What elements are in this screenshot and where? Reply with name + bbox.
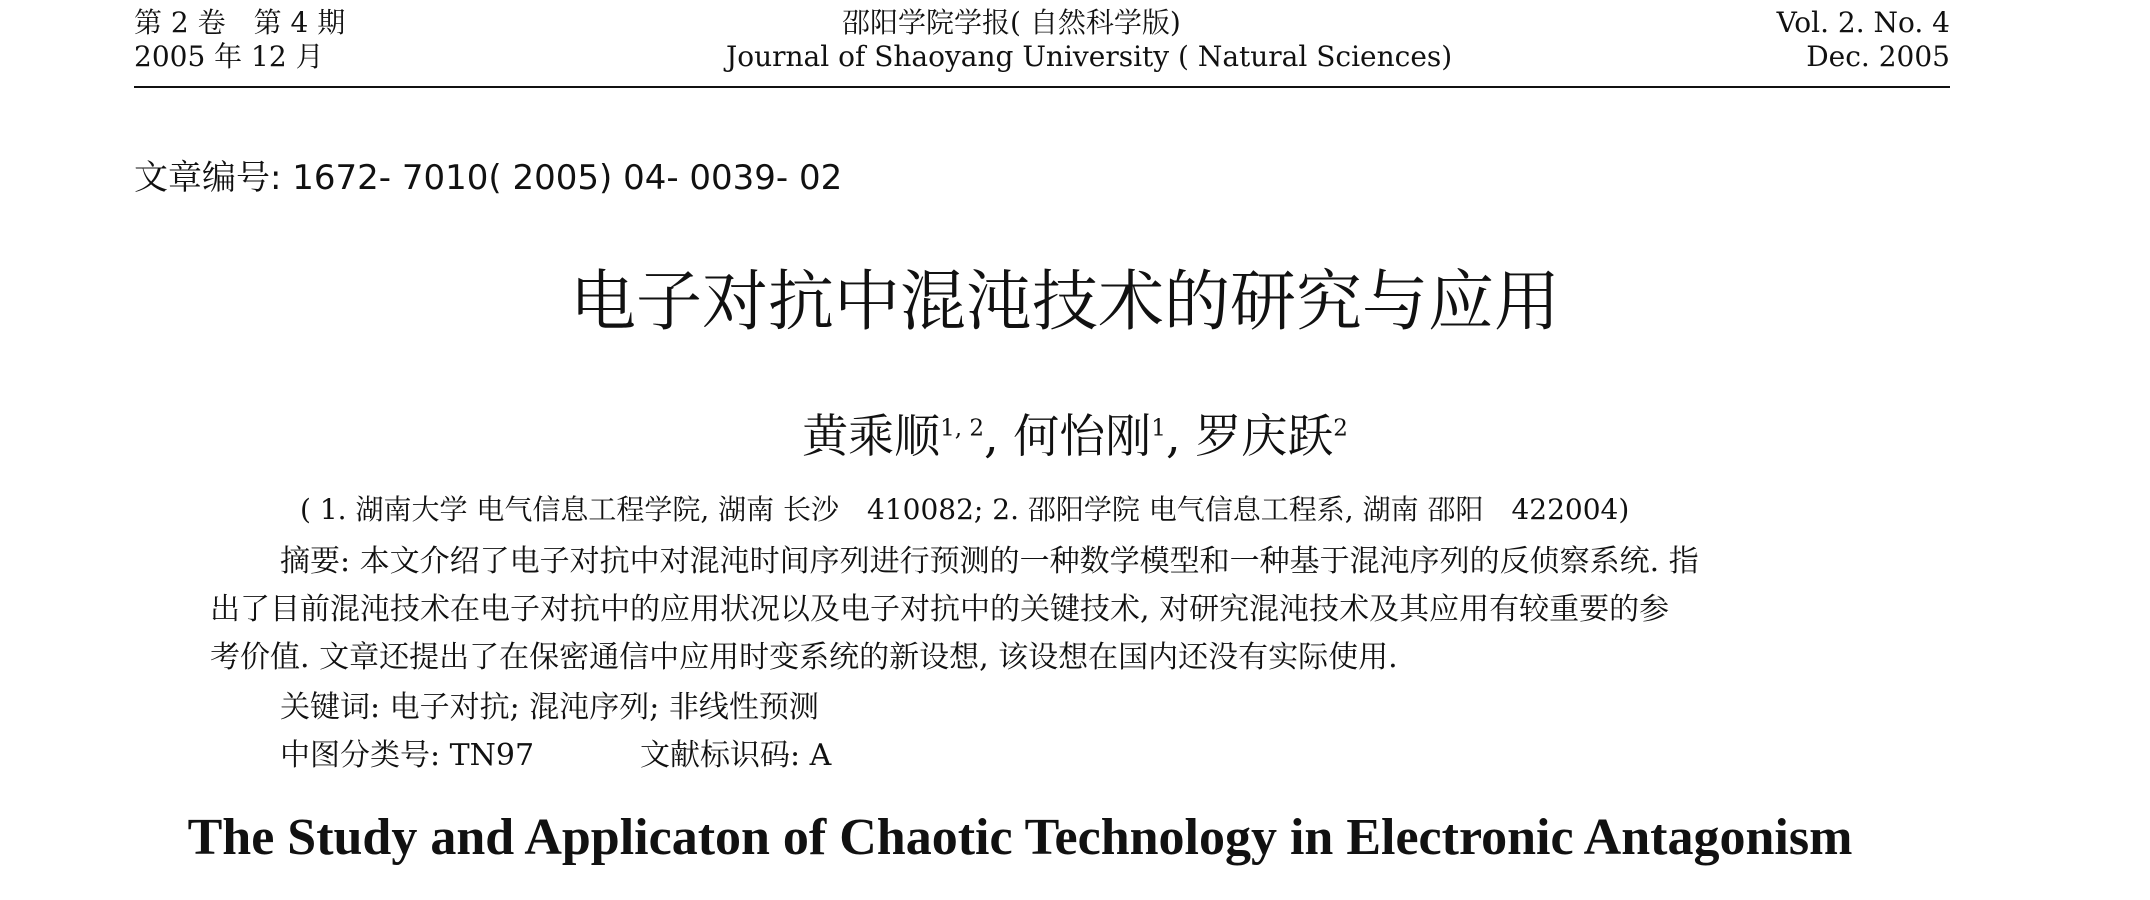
title-cn: 电子对抗中混沌技术的研究与应用 [570,263,1560,340]
classification-number: 中图分类号: TN97 [280,738,535,773]
author: 罗庆跃$^2$ [1195,409,1348,463]
article-number: 文章编号: 1672- 7010( 2005) 04- 0039- 02 [134,158,843,198]
author-list [0,400,2150,466]
abstract-line: 摘要: 本文介绍了电子对抗中对混沌时间序列进行预测的一种数学模型和一种基于混沌序列的反侦察系统. 指 [280,544,1699,579]
header-journal-en: Journal of Shaoyang University ( Natural Sciences) [726,40,1453,73]
header-date-cn: 2005 年 12 月 [134,40,324,73]
keywords: 关键词: 电子对抗; 混沌序列; 非线性预测 [280,690,819,725]
document-code: 文献标识码: A [640,738,832,773]
title-en: The Study and Applicaton of Chaotic Technology in Electronic Antagonism [187,809,1853,866]
page-cutoff [0,890,2150,900]
abstract-line: 出了目前混沌技术在电子对抗中的应用状况以及电子对抗中的关键技术, 对研究混沌技术及其应用有较重要的参 [210,592,1670,627]
header-vol-en: Vol. 2. No. 4 [1776,6,1950,39]
author: 黄乘顺$^{1, 2}$, [802,409,1014,463]
affiliation: ( 1. 湖南大学 电气信息工程学院, 湖南 长沙 410082; 2. 邵阳学院 电气信息工程系, 湖南 邵阳 422004) [300,493,1630,526]
header-volume-issue: 第 2 卷 第 4 期 [134,6,346,39]
abstract-line: 考价值. 文章还提出了在保密通信中应用时变系统的新设想, 该设想在国内还没有实际使用. [210,640,1398,675]
author: 何怡刚$^1$, [1013,409,1196,463]
header-journal-cn: 邵阳学院学报( 自然科学版) [842,6,1181,39]
header-date-en: Dec. 2005 [1806,40,1950,73]
header-rule [134,86,1950,88]
